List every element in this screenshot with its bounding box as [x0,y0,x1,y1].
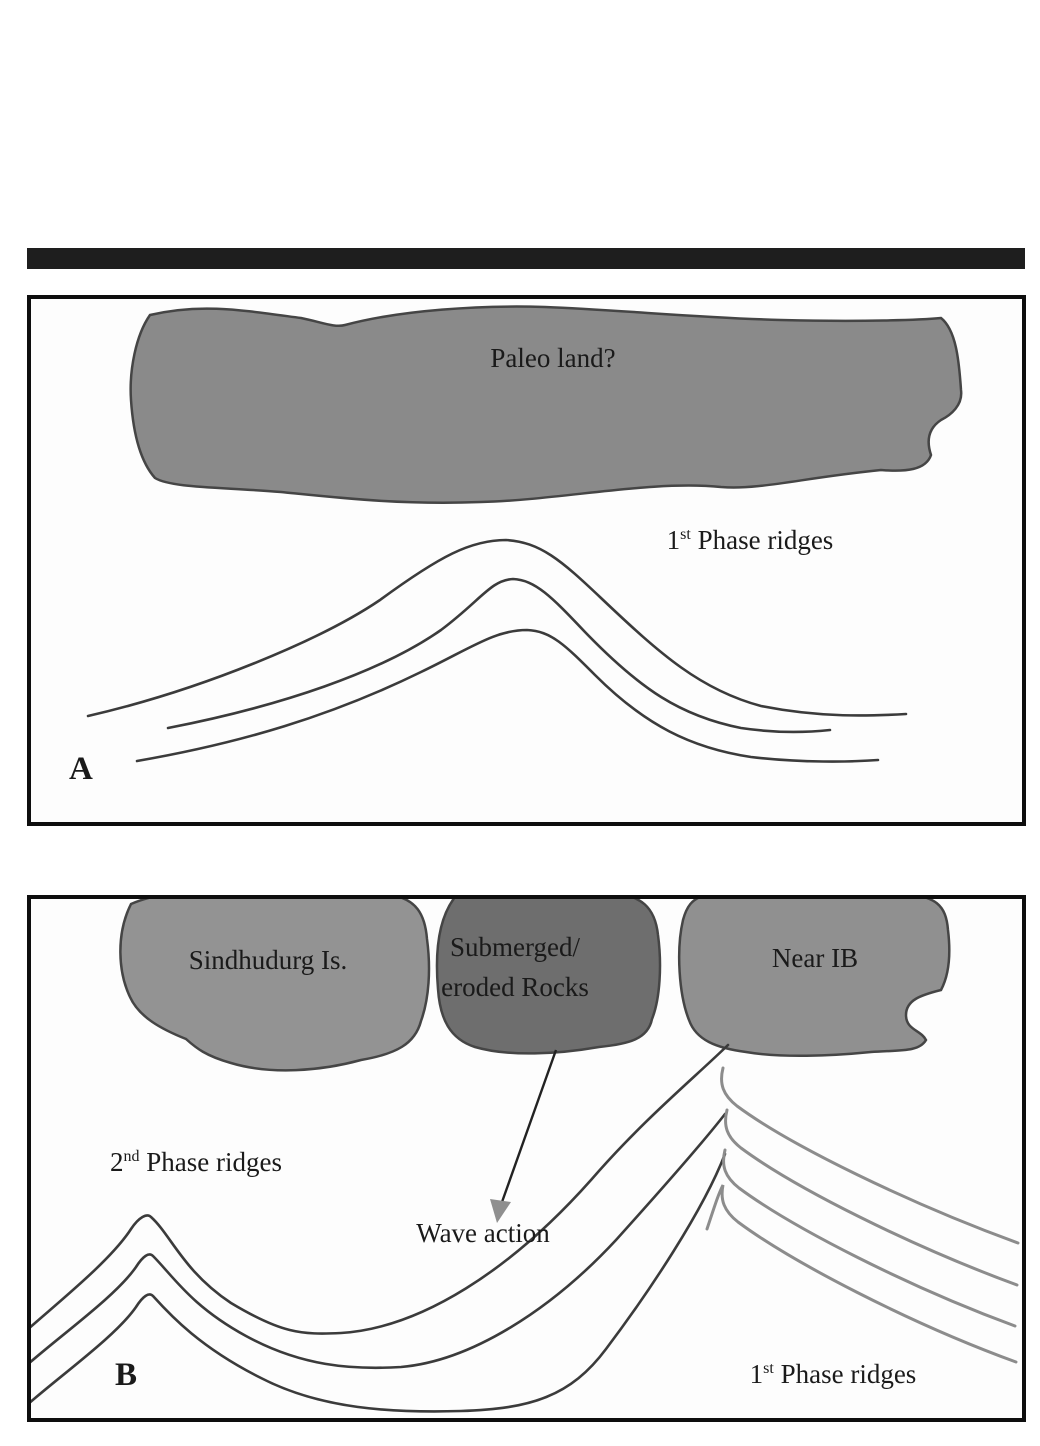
second-phase-ridge-outer [31,1045,728,1334]
sindhudurg-island-label [189,945,348,976]
phase-number: 2 [110,1147,124,1177]
first-phase-ridges-label-a [667,525,834,556]
near-ib-label [772,943,858,974]
sindhudurg-text: Sindhudurg Is. [188,945,348,975]
panel-b-corner-label [115,1357,137,1394]
phase-ordinal-suffix: st [680,526,691,543]
ridge-line-middle [168,579,830,732]
paleo-land-label [490,343,615,374]
second-phase-ridges-label [110,1147,282,1178]
panel-a-drawing [31,299,1022,822]
submerged-rocks-label [441,927,589,1007]
sindhudurg-island-blob [120,899,429,1070]
paleo-land-blob [131,307,962,503]
first-phase-ridge-1 [722,1068,1018,1243]
panel-b-letter: B [115,1357,138,1393]
submerged-line2: eroded Rocks [441,972,589,1002]
phase-ordinal-suffix: st [763,1360,774,1377]
redacted-title-bar [27,248,1025,269]
submerged-line1: Submerged/ [450,932,580,962]
panel-a-letter: A [69,751,93,787]
phase-text: Phase ridges [773,1359,917,1389]
phase-ordinal-suffix: nd [123,1148,140,1165]
first-phase-ridge-2 [726,1110,1017,1285]
panel-b [27,895,1026,1422]
panel-a [27,295,1026,826]
panel-a-corner-label [69,751,93,788]
paleo-land-text: Paleo land? [490,343,616,373]
near-ib-text: Near IB [771,943,859,973]
wave-action-text: Wave action [416,1218,550,1248]
ridge-line-inner [137,630,878,762]
phase-number: 1 [749,1359,764,1389]
wave-action-label [416,1218,550,1249]
first-phase-ridges-label-b [750,1359,917,1390]
first-phase-ridge-4 [707,1185,1016,1362]
wave-action-arrow [490,1050,556,1223]
phase-text: Phase ridges [690,525,834,555]
near-ib-blob [679,899,949,1056]
phase-number: 1 [666,525,681,555]
phase-text: Phase ridges [139,1147,282,1177]
ridge-line-outer [88,540,906,716]
